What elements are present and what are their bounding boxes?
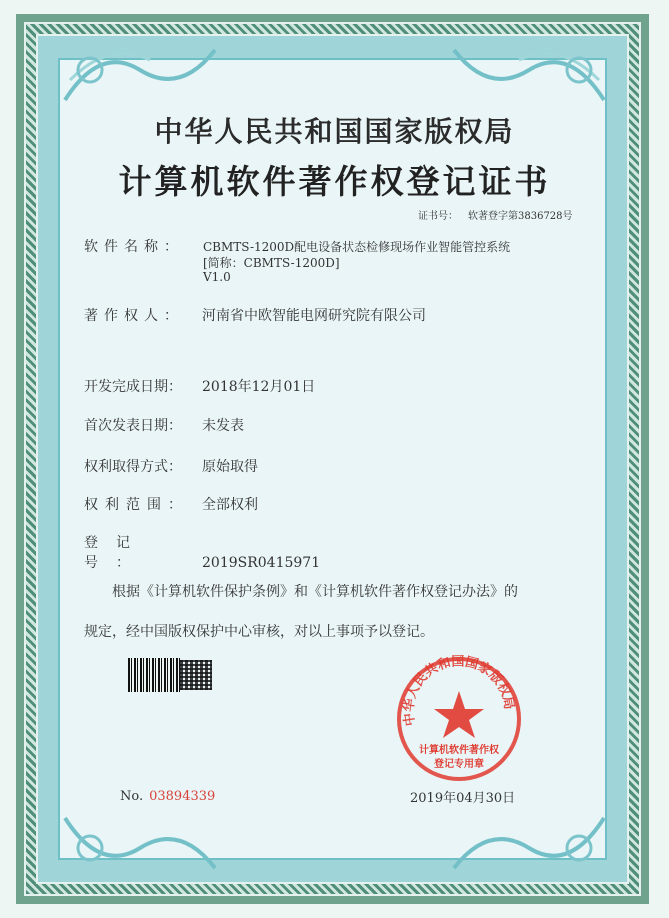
software-name-line2: [简称：CBMTS-1200D] xyxy=(203,256,340,270)
seal-center-line2: 登记专用章 xyxy=(434,759,484,770)
corner-ornament-icon xyxy=(449,808,609,878)
dev-date-row xyxy=(84,376,315,396)
registration-number-value: 2019SR0415971 xyxy=(202,555,321,571)
doc-no-label: No. xyxy=(120,789,144,804)
acquire-method-value: 原始取得 xyxy=(202,459,258,475)
corner-ornament-icon xyxy=(449,40,609,110)
certificate-number xyxy=(418,207,573,222)
statement-text-1: 根据《计算机软件保护条例》和《计算机软件著作权登记办法》的 xyxy=(112,584,518,600)
owner-row xyxy=(84,305,426,325)
official-seal-icon xyxy=(395,655,523,783)
owner-label: 著作权人： xyxy=(84,308,184,324)
cert-no-value: 软著登字第3836728号 xyxy=(468,211,573,222)
software-name-line1: CBMTS-1200D配电设备状态检修现场作业智能管控系统 xyxy=(203,240,511,254)
rights-scope-row xyxy=(84,494,258,514)
statement-line2 xyxy=(84,614,604,650)
dev-date-label: 开发完成日期： xyxy=(84,379,182,395)
cert-no-label: 证书号： xyxy=(418,211,458,222)
issue-date: 2019年04月30日 xyxy=(410,791,516,806)
qr-code xyxy=(180,660,212,690)
software-name-label: 软件名称： xyxy=(84,239,184,255)
doc-no-value: 03894339 xyxy=(149,789,216,804)
rights-scope-value: 全部权利 xyxy=(202,497,258,513)
software-name-row xyxy=(84,236,202,256)
barcode xyxy=(128,658,180,692)
corner-ornament-icon xyxy=(60,808,220,878)
owner-value: 河南省中欧智能电网研究院有限公司 xyxy=(202,308,426,324)
seal-ring-text: 中华人民共和国国家版权局 xyxy=(401,655,517,727)
acquire-method-row xyxy=(84,456,258,476)
publish-date-label: 首次发表日期： xyxy=(84,418,182,434)
rights-scope-label: 权利范围： xyxy=(84,497,189,513)
issuing-authority: 中华人民共和国国家版权局 xyxy=(154,115,515,148)
acquire-method-label: 权利取得方式： xyxy=(84,459,182,475)
registration-number-label: 登记号： xyxy=(84,535,148,571)
statement-text-2: 规定，经中国版权保护中心审核，对以上事项予以登记。 xyxy=(84,624,434,640)
registration-number-row xyxy=(84,532,320,572)
statement-line1 xyxy=(84,574,604,610)
dev-date-value: 2018年12月01日 xyxy=(202,379,316,395)
document-number xyxy=(120,789,215,804)
software-version: V1.0 xyxy=(203,270,231,284)
publish-date-row xyxy=(84,415,244,435)
certificate-title: 计算机软件著作权登记证书 xyxy=(118,162,551,201)
publish-date-value: 未发表 xyxy=(202,418,244,434)
corner-ornament-icon xyxy=(60,40,220,110)
seal-center-line1: 计算机软件著作权 xyxy=(419,745,499,756)
